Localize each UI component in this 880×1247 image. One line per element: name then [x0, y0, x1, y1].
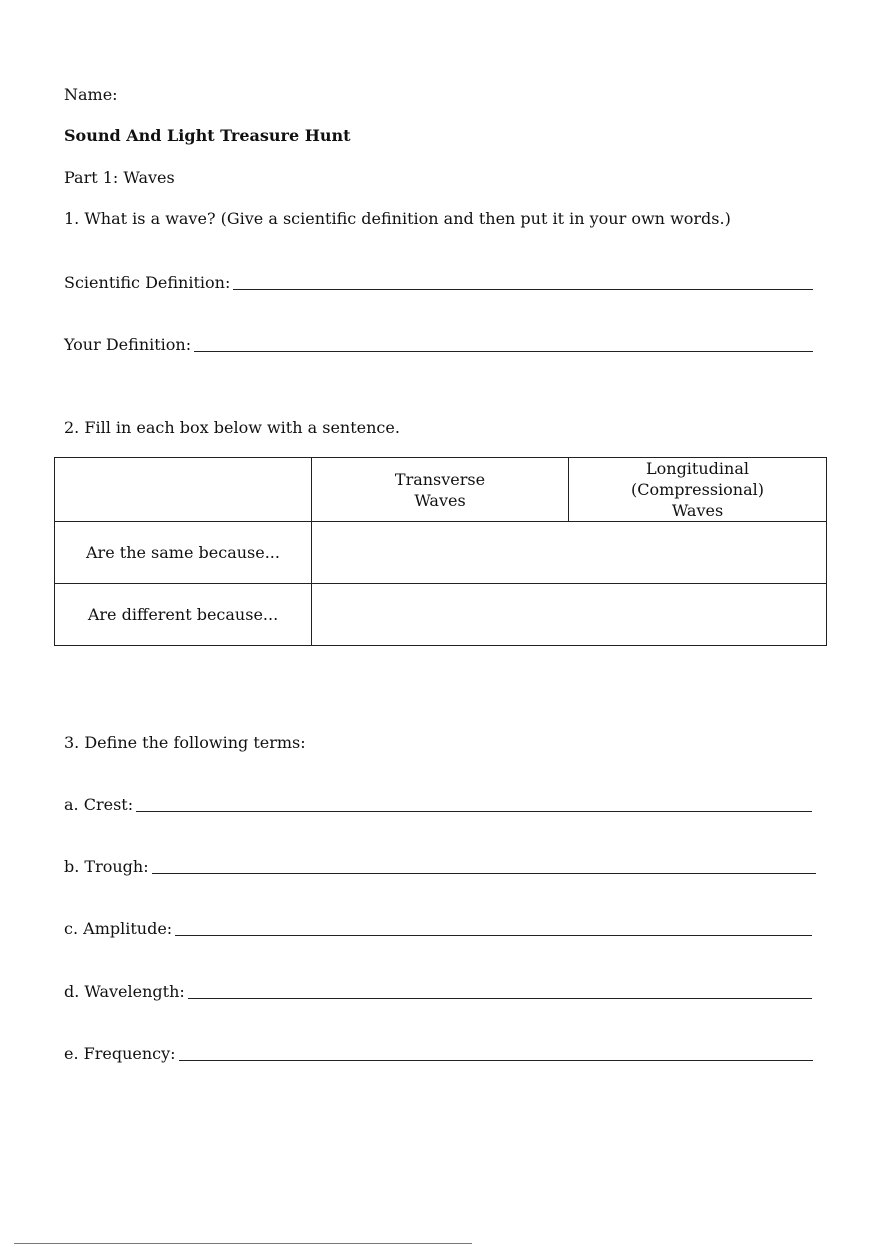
trough-label: b. Trough:: [64, 857, 149, 876]
header-longitudinal-cell: [569, 458, 827, 522]
amplitude-blank[interactable]: [175, 934, 812, 936]
row-different-answer-cell[interactable]: [312, 584, 827, 646]
amplitude-label: c. Amplitude:: [64, 919, 173, 938]
header-transverse-cell: [312, 458, 569, 522]
frequency-label: e. Frequency:: [64, 1044, 176, 1063]
scientific-definition-blank[interactable]: [233, 288, 813, 290]
your-definition-blank[interactable]: [194, 350, 813, 352]
header-longitudinal-line3: Waves: [671, 501, 724, 520]
comparison-table: [54, 457, 827, 646]
footer-divider: [14, 1243, 472, 1244]
part-heading: Part 1: Waves: [64, 168, 175, 187]
row-different-label: Are different because...: [55, 584, 312, 646]
question-3-prompt: 3. Define the following terms:: [64, 733, 306, 752]
frequency-row: [64, 1042, 813, 1064]
header-transverse-line1: Transverse: [394, 469, 486, 489]
trough-blank[interactable]: [152, 872, 816, 874]
row-same-label: Are the same because...: [55, 522, 312, 584]
table-row: [55, 522, 827, 584]
crest-label: a. Crest:: [64, 795, 134, 814]
header-transverse-line2: Waves: [414, 490, 466, 510]
header-empty-cell: [55, 458, 312, 522]
table-row: [55, 584, 827, 646]
scientific-definition-label: Scientific Definition:: [64, 273, 231, 292]
row-same-answer-cell[interactable]: [312, 522, 827, 584]
header-longitudinal-line1: Longitudinal: [646, 459, 749, 478]
header-longitudinal-line2: (Compressional): [630, 480, 765, 499]
wavelength-blank[interactable]: [188, 997, 812, 999]
question-2-prompt: 2. Fill in each box below with a sentence.: [64, 418, 400, 437]
amplitude-row: [64, 917, 812, 939]
wavelength-row: [64, 980, 812, 1002]
crest-blank[interactable]: [136, 810, 812, 812]
frequency-blank[interactable]: [179, 1059, 813, 1061]
trough-row: [64, 855, 816, 877]
name-label: Name:: [64, 85, 118, 104]
scientific-definition-row: [64, 271, 813, 293]
crest-row: [64, 793, 812, 815]
your-definition-label: Your Definition:: [64, 335, 192, 354]
question-1-prompt: 1. What is a wave? (Give a scientific definition and then put it in your own words.): [64, 209, 731, 228]
worksheet-title: Sound And Light Treasure Hunt: [64, 126, 351, 145]
wavelength-label: d. Wavelength:: [64, 982, 185, 1001]
your-definition-row: [64, 333, 813, 355]
table-header-row: [55, 458, 827, 522]
